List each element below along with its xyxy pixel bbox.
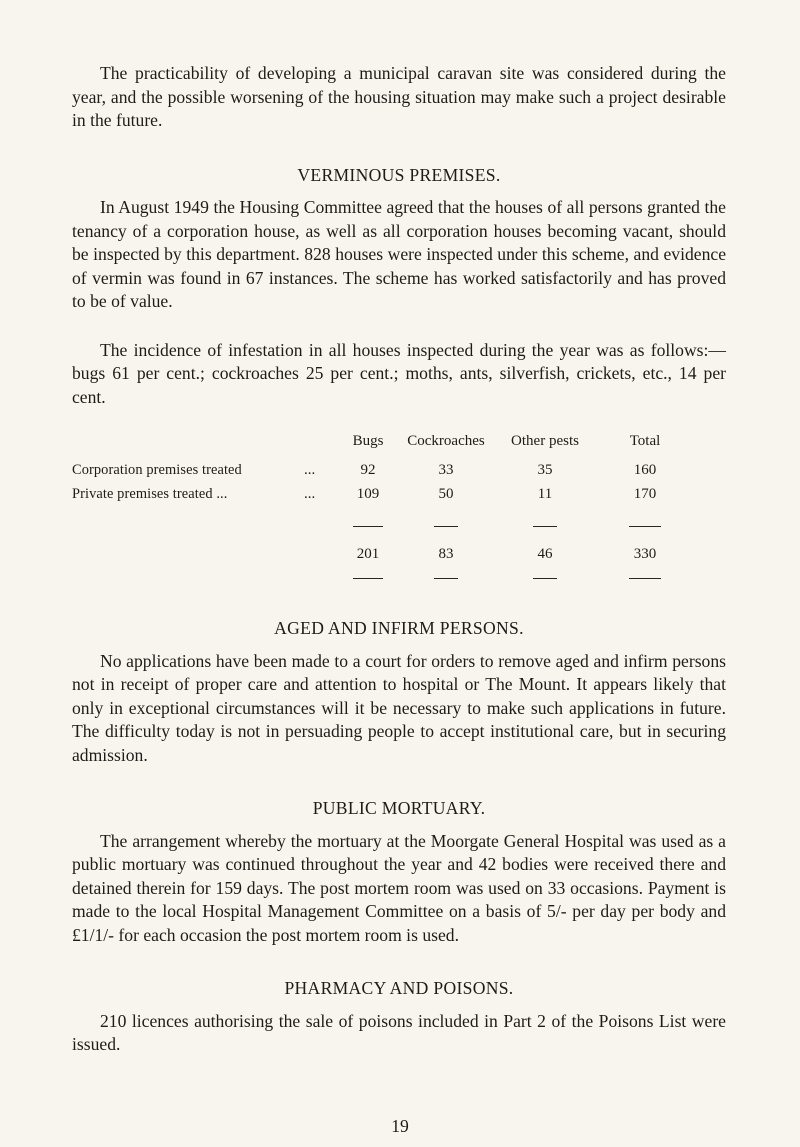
page-number: 19: [391, 1116, 409, 1136]
table-row-label-private: Private premises treated ...: [72, 486, 228, 502]
table-cell-corporation-other-pests: 35: [537, 462, 553, 478]
table-total-bugs: 201: [356, 546, 380, 562]
aged-infirm-heading: AGED AND INFIRM PERSONS.: [274, 618, 524, 638]
table-header-cockroaches: Cockroaches: [407, 433, 485, 449]
verminous-paragraph-2: The incidence of infestation in all houses inspected during the year was as follows:—bugs 61 per cent.; cockroaches 25 per cent.; moths, ants, silverfish, crickets, etc., 14 per cent.: [72, 339, 726, 407]
pharmacy-poisons-paragraph: 210 licences authorising the sale of poisons included in Part 2 of the Poisons List were issued.: [72, 1010, 726, 1054]
public-mortuary-heading: PUBLIC MORTUARY.: [312, 798, 486, 818]
table-cell-corporation-bugs: 92: [360, 462, 376, 478]
table-cell-private-total: 170: [633, 486, 657, 502]
table-rule: [353, 578, 383, 579]
table-cell-corporation-total: 160: [633, 462, 657, 478]
table-rule: [434, 578, 458, 579]
table-cell-private-cockroaches: 50: [438, 486, 454, 502]
table-row-label-corporation: Corporation premises treated: [72, 462, 242, 478]
table-header-bugs: Bugs: [352, 433, 384, 449]
table-rule: [533, 578, 557, 579]
table-rule: [533, 526, 557, 527]
table-header-total: Total: [629, 433, 661, 449]
public-mortuary-paragraph: The arrangement whereby the mortuary at the Moorgate General Hospital was used as a public mortuary was continued throughout the year and 42 bodies were received there and detained therein for 159 days. The post mortem room was used on 33 occasions. Payment is made to the local Hospital Management Committee on a basis of 5/- per day per body and £1/1/- for each occasion the post mortem room is used.: [72, 830, 726, 945]
verminous-premises-heading: VERMINOUS PREMISES.: [297, 164, 501, 185]
pharmacy-poisons-heading: PHARMACY AND POISONS.: [284, 978, 514, 998]
intro-paragraph: The practicability of developing a municipal caravan site was considered during the year, and the possible worsening of the housing situation may make such a project desirable in the future.: [72, 63, 726, 130]
document-page: [72, 62, 726, 1057]
aged-infirm-paragraph: No applications have been made to a court for orders to remove aged and infirm persons not in receipt of proper care and attention to hospital or The Mount. It appears likely that only in exceptional circumstances will it be necessary to make such applications in future. The difficulty today is not in persuading people to accept institutional care, but in securing admission.: [72, 650, 726, 765]
table-cell-private-other-pests: 11: [537, 486, 553, 502]
table-total-cockroaches: 83: [438, 546, 454, 562]
table-total-total: 330: [633, 546, 657, 562]
verminous-paragraph-1: In August 1949 the Housing Committee agreed that the houses of all persons granted the tenancy of a corporation house, as well as all corporation houses becoming vacant, should be inspected by this department. 828 houses were inspected under this scheme, and evidence of vermin was found in 67 instances. The scheme has worked satisfactorily and has proved to be of value.: [72, 197, 726, 311]
vermin-table: [72, 431, 726, 595]
table-row-leader-dots: ...: [304, 486, 316, 502]
table-header-other-pests: Other pests: [511, 433, 579, 449]
table-row-leader-dots: ...: [304, 462, 316, 478]
table-rule: [353, 526, 383, 527]
table-rule: [629, 526, 661, 527]
table-rule: [434, 526, 458, 527]
table-cell-private-bugs: 109: [356, 486, 380, 502]
table-rule: [629, 578, 661, 579]
table-total-other-pests: 46: [537, 546, 553, 562]
table-cell-corporation-cockroaches: 33: [438, 462, 454, 478]
